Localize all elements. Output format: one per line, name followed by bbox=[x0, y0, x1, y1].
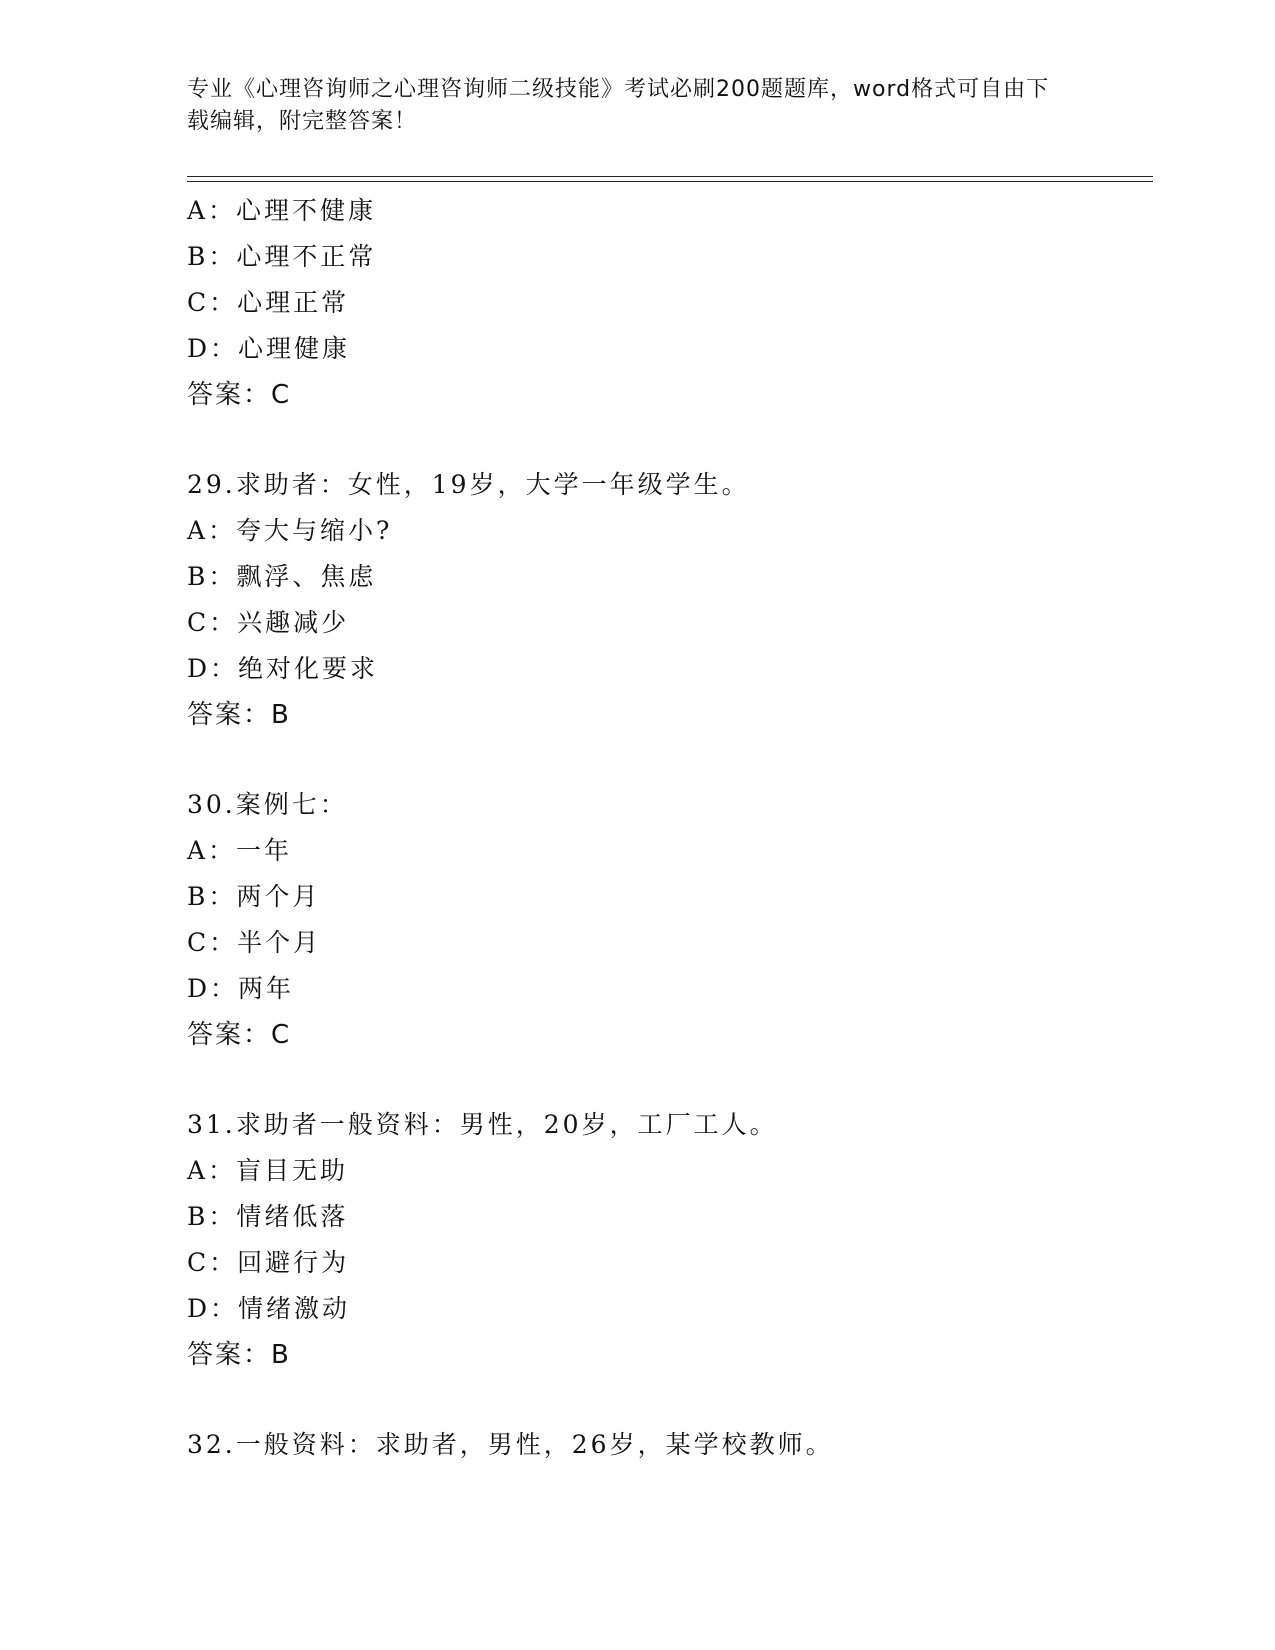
question-block-32 bbox=[187, 1422, 1153, 1468]
option-b: B：两个月 bbox=[187, 882, 321, 911]
option-d: D：绝对化要求 bbox=[187, 654, 379, 683]
option-c: C：兴趣减少 bbox=[187, 608, 350, 637]
option-b: B：情绪低落 bbox=[187, 1202, 349, 1231]
answer-line: 答案：C bbox=[187, 1020, 292, 1050]
header-rule-bottom bbox=[187, 181, 1153, 182]
answer-line: 答案：B bbox=[187, 700, 291, 730]
question-block-31 bbox=[187, 1102, 1153, 1378]
answer-line: 答案：C bbox=[187, 380, 292, 410]
question-block-29 bbox=[187, 462, 1153, 738]
option-d: D：两年 bbox=[187, 974, 295, 1003]
option-b: B：飘浮、焦虑 bbox=[187, 562, 377, 591]
question-title: 29.求助者：女性，19岁，大学一年级学生。 bbox=[187, 470, 750, 499]
header-rule-top bbox=[187, 176, 1153, 177]
answer-line: 答案：B bbox=[187, 1340, 291, 1370]
option-a: A：心理不健康 bbox=[187, 196, 377, 225]
question-block-28 bbox=[187, 188, 1153, 418]
option-a: A：一年 bbox=[187, 836, 293, 865]
option-d: D：情绪激动 bbox=[187, 1294, 351, 1323]
question-title: 31.求助者一般资料：男性，20岁，工厂工人。 bbox=[187, 1110, 778, 1139]
option-d: D：心理健康 bbox=[187, 334, 351, 363]
option-a: A：夸大与缩小? bbox=[187, 516, 393, 545]
question-title: 30.案例七： bbox=[187, 790, 348, 819]
question-list bbox=[187, 188, 1153, 1468]
option-b: B：心理不正常 bbox=[187, 242, 377, 271]
option-a: A：盲目无助 bbox=[187, 1156, 349, 1185]
option-c: C：回避行为 bbox=[187, 1248, 350, 1277]
document-header: 专业《心理咨询师之心理咨询师二级技能》考试必刷200题题库，word格式可自由下载编辑，附完整答案！ bbox=[187, 77, 1050, 134]
question-block-30 bbox=[187, 782, 1153, 1058]
question-title: 32.一般资料：求助者，男性，26岁，某学校教师。 bbox=[187, 1430, 834, 1459]
option-c: C：半个月 bbox=[187, 928, 322, 957]
option-c: C：心理正常 bbox=[187, 288, 350, 317]
